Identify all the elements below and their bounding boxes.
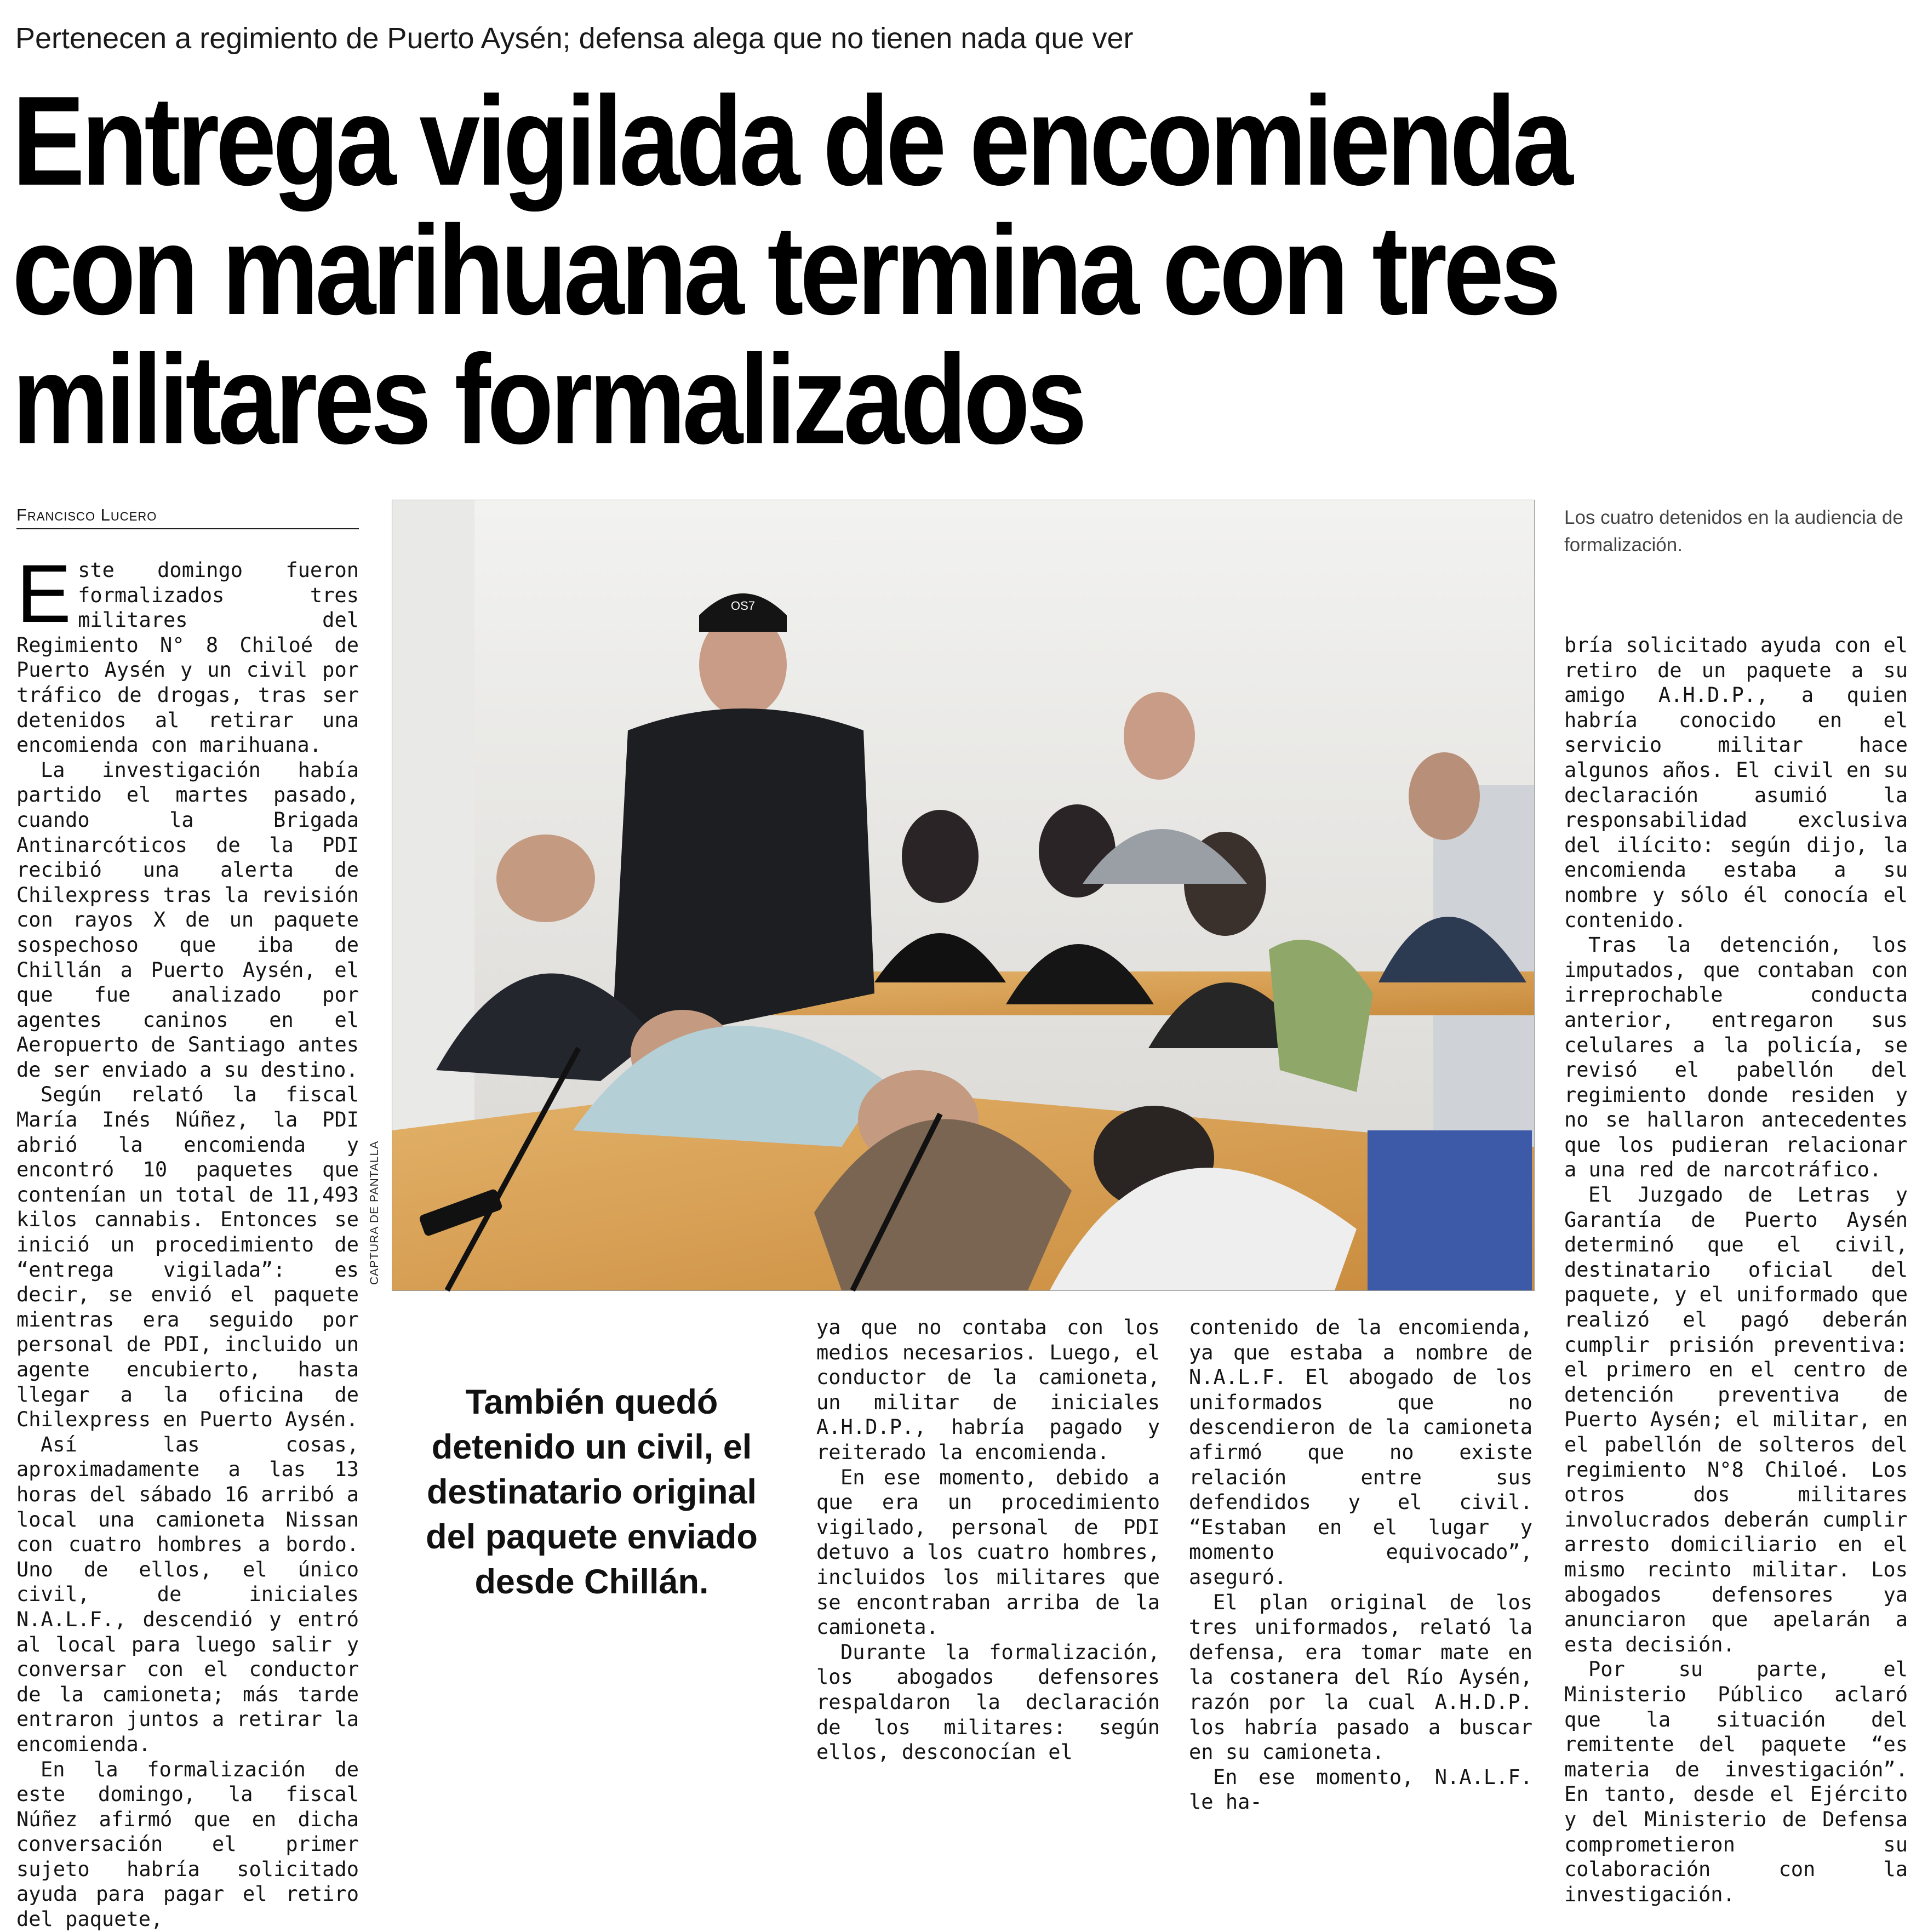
article-column-1 — [16, 547, 359, 1931]
article-column-3 — [1189, 1315, 1532, 1814]
paragraph-4: Así las cosas, aproximadamente a las 13 horas del sábado 16 arribó a local una camioneta Nissan con cuatro hombres a bordo. Uno de ellos, el único civil, de iniciales N.A.L.F., descendió y entró al local para luego salir y conversar con el conductor de la camioneta; más tarde entraron juntos a retirar la encomienda. — [16, 1432, 359, 1756]
article-kicker: Pertenecen a regimiento de Puerto Aysén; defensa alega que no tienen nada que ver — [15, 22, 1134, 55]
paragraph-1-text: ste domingo fueron formalizados tres militares del Regimiento N° 8 Chiloé de Puerto Aysén y un civil por tráfico de drogas, tras ser detenidos al retirar una encomienda con marihuana. — [16, 558, 359, 757]
byline: Francisco Lucero — [16, 504, 359, 529]
paragraph-14: El Juzgado de Letras y Garantía de Puerto Aysén determinó que el civil, destinatario oficial del paquete, y el uniformado que realizó el pagó deberán cumplir prisión preventiva: el primero en el centro de detención preventiva de Puerto Aysén; el militar, en el pabellón de solteros del regimiento N°8 Chiloé. Los otros dos militares involucrados deberán cumplir arresto domiciliario en el mismo recinto militar. Los abogados defensores ya anunciaron que apelarán a esta decisión. — [1564, 1183, 1908, 1656]
blue-chair — [1368, 1130, 1532, 1290]
paragraph-3: Según relató la fiscal María Inés Núñez, la PDI abrió la encomienda y encontró 10 paquetes que contenían un total de 11,493 kilos cannabis. Entonces se inició un procedimiento de “entrega vigilada”: es decir, se envió el paquete mientras era seguido por personal de PDI, incluido un agente encubierto, hasta llegar a la oficina de Chilexpress en Puerto Aysén. — [16, 1083, 359, 1432]
paragraph-10: El plan original de los tres uniformados, relató la defensa, era tomar mate en la costanera del Río Aysén, razón por la cual A.H.D.P. los habría pasado a buscar en su camioneta. — [1189, 1590, 1532, 1764]
pull-quote: También quedó detenido un civil, el destinatario original del paquete enviado desde Chillán. — [426, 1383, 758, 1601]
article-column-2 — [816, 1315, 1160, 1764]
photo-credit: CAPTURA DE PANTALLA — [368, 1140, 381, 1285]
paragraph-11: En ese momento, N.A.L.F. le ha- — [1189, 1765, 1532, 1814]
paragraph-6: ya que no contaba con los medios necesarios. Luego, el conductor de la camioneta, un militar de iniciales A.H.D.P., habría pagado y reiterado la encomienda. — [816, 1316, 1160, 1464]
headline-line-2: con marihuana termina con tres — [12, 199, 1558, 341]
paragraph-9: contenido de la encomienda, ya que estaba a nombre de N.A.L.F. El abogado de los uniformados que no descendieron de la camioneta afirmó que no existe relación entre sus defendidos y el civil. “Estaban en el lugar y momento equivocado”, aseguró. — [1189, 1316, 1532, 1589]
paragraph-2: La investigación había partido el martes pasado, cuando la Brigada Antinarcóticos de la PDI recibió una alerta de Chilexpress tras la revisión con rayos X de un paquete sospechoso que iba de Chillán a Puerto Aysén, el que fue analizado por agentes caninos en el Aeropuerto de Santiago antes de ser enviado a su destino. — [16, 758, 359, 1082]
article-column-4 — [1564, 633, 1908, 1906]
photo-illustration — [392, 500, 1534, 1290]
paragraph-15: Por su parte, el Ministerio Público aclaró que la situación del remitente del paquete “es materia de investigación”. En tanto, desde el Ejército y del Ministerio de Defensa comprometieron su colaboración con la investigación. — [1564, 1657, 1908, 1906]
article-headline — [12, 70, 1570, 471]
paragraph-13: Tras la detención, los imputados, que contaban con irreprochable conducta anterior, entregaron sus celulares a la policía, se revisó el pabellón del regimiento donde residen y no se hallaron antecedentes que los pudieran relacionar a una red de narcotráfico. — [1564, 933, 1908, 1182]
paragraph-1 — [16, 547, 359, 758]
paragraph-8: Durante la formalización, los abogados defensores respaldaron la declaración de los militares: según ellos, desconocían el — [816, 1640, 1160, 1764]
court-hearing-photo — [392, 500, 1535, 1291]
photo-caption: Los cuatro detenidos en la audiencia de formalización. — [1564, 507, 1903, 556]
headline-line-3: militares formalizados — [12, 329, 1084, 471]
cap-insignia: OS7 — [730, 599, 756, 613]
paragraph-5: En la formalización de este domingo, la fiscal Núñez afirmó que en dicha conversación el primer sujeto habría solicitado ayuda para pagar el retiro del paquete, — [16, 1757, 359, 1931]
headline-line-1: Entrega vigilada de encomienda — [12, 70, 1570, 212]
paragraph-7: En ese momento, debido a que era un procedimiento vigilado, personal de PDI detuvo a los cuatro hombres, incluidos los militares que se encontraban arriba de la camioneta. — [816, 1465, 1160, 1639]
drop-cap: E — [16, 547, 72, 639]
paragraph-12: bría solicitado ayuda con el retiro de un paquete a su amigo A.H.D.P., a quien habría conocido en el servicio militar hace algunos años. El civil en su declaración asumió la responsabilidad exclusiva del ilícito: según dijo, la encomienda estaba a su nombre y sólo él conocía el contenido. — [1564, 633, 1908, 932]
